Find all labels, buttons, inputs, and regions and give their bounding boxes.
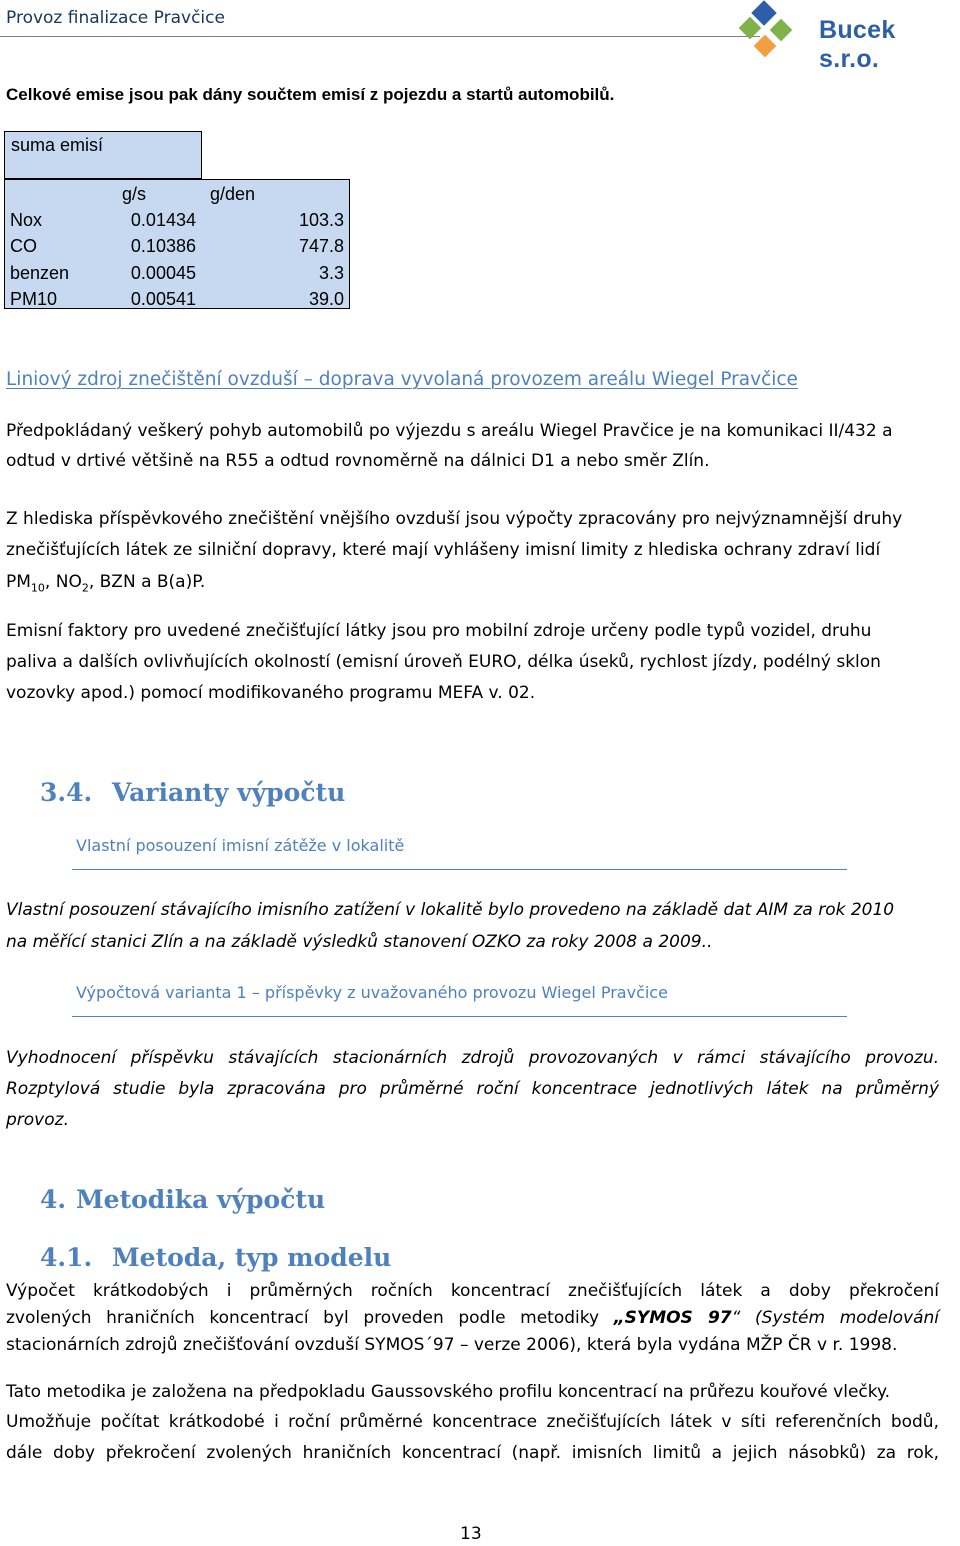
no-text: , NO — [44, 572, 82, 592]
paragraph-line: znečišťujících látek ze silniční dopravy, které mají vyhlášeny imisní limity z hlediska ochrany zdraví lidí — [6, 540, 881, 560]
column-header-gden: g/den — [210, 184, 256, 204]
paragraph-line: Z hlediska příspěvkového znečištění vnějšího ovzduší jsou výpočty zpracovány pro nejvýznamnější druhy — [6, 509, 903, 529]
paragraph-line: Výpočet krátkodobých i průměrných ročních koncentrací znečišťujících látek a doby překročení — [6, 1281, 939, 1301]
paragraph-line: Předpokládaný veškerý pohyb automobilů po výjezdu s areálu Wiegel Pravčice je na komunikaci II/432 a — [6, 421, 893, 441]
pm-subscript: 10 — [30, 581, 45, 595]
paragraph-line: Rozptylová studie byla zpracována pro průměrné roční koncentrace jednotlivých látek na průměrný — [6, 1079, 939, 1099]
paragraph-line: stacionárních zdrojů znečišťování ovzduší SYMOS´97 – verze 2006), která byla vydána MŽP ČR v r. 1998. — [6, 1335, 898, 1355]
paragraph-line: na měřící stanici Zlín a na základě výsledků stanovení OZKO za roky 2008 a 2009.. — [6, 932, 713, 952]
row-gden: 39.0 — [308, 289, 344, 309]
row-gs: 0.00045 — [130, 263, 196, 283]
paragraph-fragment: “ (Systém modelování — [731, 1308, 940, 1328]
paragraph-line: Umožňuje počítat krátkodobé i roční průměrné koncentrace znečišťujících látek v síti referenčních bodů, — [6, 1412, 939, 1432]
row-gs: 0.10386 — [130, 236, 196, 256]
paragraph-line: provoz. — [6, 1110, 69, 1130]
section-title: Metodika výpočtu — [76, 1185, 326, 1214]
paragraph-line: Emisní faktory pro uvedené znečišťující látky jsou pro mobilní zdroje určeny podle typů vozidel, druhu — [6, 621, 872, 641]
row-name: Nox — [10, 210, 43, 230]
pollutant-tail: , BZN a B(a)P. — [88, 572, 206, 592]
header-divider — [0, 36, 760, 37]
no-subscript: 2 — [81, 581, 89, 595]
section-title: Varianty výpočtu — [112, 778, 346, 807]
paragraph-line: Vlastní posouzení stávajícího imisního zatížení v lokalitě bylo provedeno na základě dat AIM za rok 2010 — [6, 900, 895, 920]
paragraph-line: odtud v drtivé většině na R55 a odtud rovnoměrně na dálnici D1 a nebo směr Zlín. — [6, 451, 710, 471]
row-gden: 103.3 — [298, 210, 344, 230]
logo-mark-icon — [735, 0, 815, 66]
table-title: suma emisí — [11, 135, 104, 155]
subheading: Výpočtová varianta 1 – příspěvky z uvažovaného provozu Wiegel Pravčice — [76, 983, 668, 1002]
paragraph-line: vozovky apod.) pomocí modifikovaného programu MEFA v. 02. — [6, 683, 536, 703]
paragraph-line: dále doby překročení zvolených hraničních koncentrací (např. imisních limitů a jejich násobků) za rok, — [6, 1443, 939, 1463]
page-number: 13 — [460, 1524, 482, 1544]
subheading-rule — [72, 1016, 847, 1017]
section-number: 4.1. — [40, 1243, 93, 1272]
row-gs: 0.00541 — [130, 289, 196, 309]
subheading-rule — [72, 869, 847, 870]
section-number: 4. — [40, 1185, 67, 1214]
row-gden: 747.8 — [298, 236, 344, 256]
paragraph-line: paliva a dalších ovlivňujících okolností (emisní úroveň EURO, délka úseků, rychlost jízdy, podélný sklon — [6, 652, 881, 672]
section-title: Metoda, typ modelu — [112, 1243, 392, 1272]
paragraph-line: Vyhodnocení příspěvku stávajících stacionárních zdrojů provozovaných v rámci stávajícího provozu. — [6, 1048, 939, 1068]
method-name: „SYMOS 97 — [613, 1308, 732, 1328]
company-logo — [735, 0, 960, 73]
line-source-heading[interactable]: Liniový zdroj znečištění ovzduší – doprava vyvolaná provozem areálu Wiegel Pravčice — [6, 369, 798, 390]
row-gs: 0.01434 — [130, 210, 196, 230]
pollutant-list — [6, 572, 939, 594]
paragraph-line: Tato metodika je založena na předpokladu Gaussovského profilu koncentrací na průřezu kouřové vlečky. — [6, 1382, 891, 1402]
row-name: benzen — [10, 263, 70, 283]
paragraph-fragment: zvolených hraničních koncentrací byl proveden podle metodiky — [6, 1308, 614, 1328]
lead-sentence: Celkové emise jsou pak dány součtem emisí z pojezdu a startů automobilů. — [6, 85, 615, 104]
header-title: Provoz finalizace Pravčice — [6, 8, 225, 28]
row-name: PM10 — [10, 289, 58, 309]
logo-text: Bucek s.r.o. — [819, 16, 896, 73]
row-name: CO — [10, 236, 37, 256]
paragraph-line — [6, 1308, 939, 1328]
pm-text: PM — [6, 572, 31, 592]
section-number: 3.4. — [40, 778, 93, 807]
row-gden: 3.3 — [318, 263, 344, 283]
subheading: Vlastní posouzení imisní zátěže v lokalitě — [76, 836, 405, 855]
column-header-gs: g/s — [122, 184, 147, 204]
